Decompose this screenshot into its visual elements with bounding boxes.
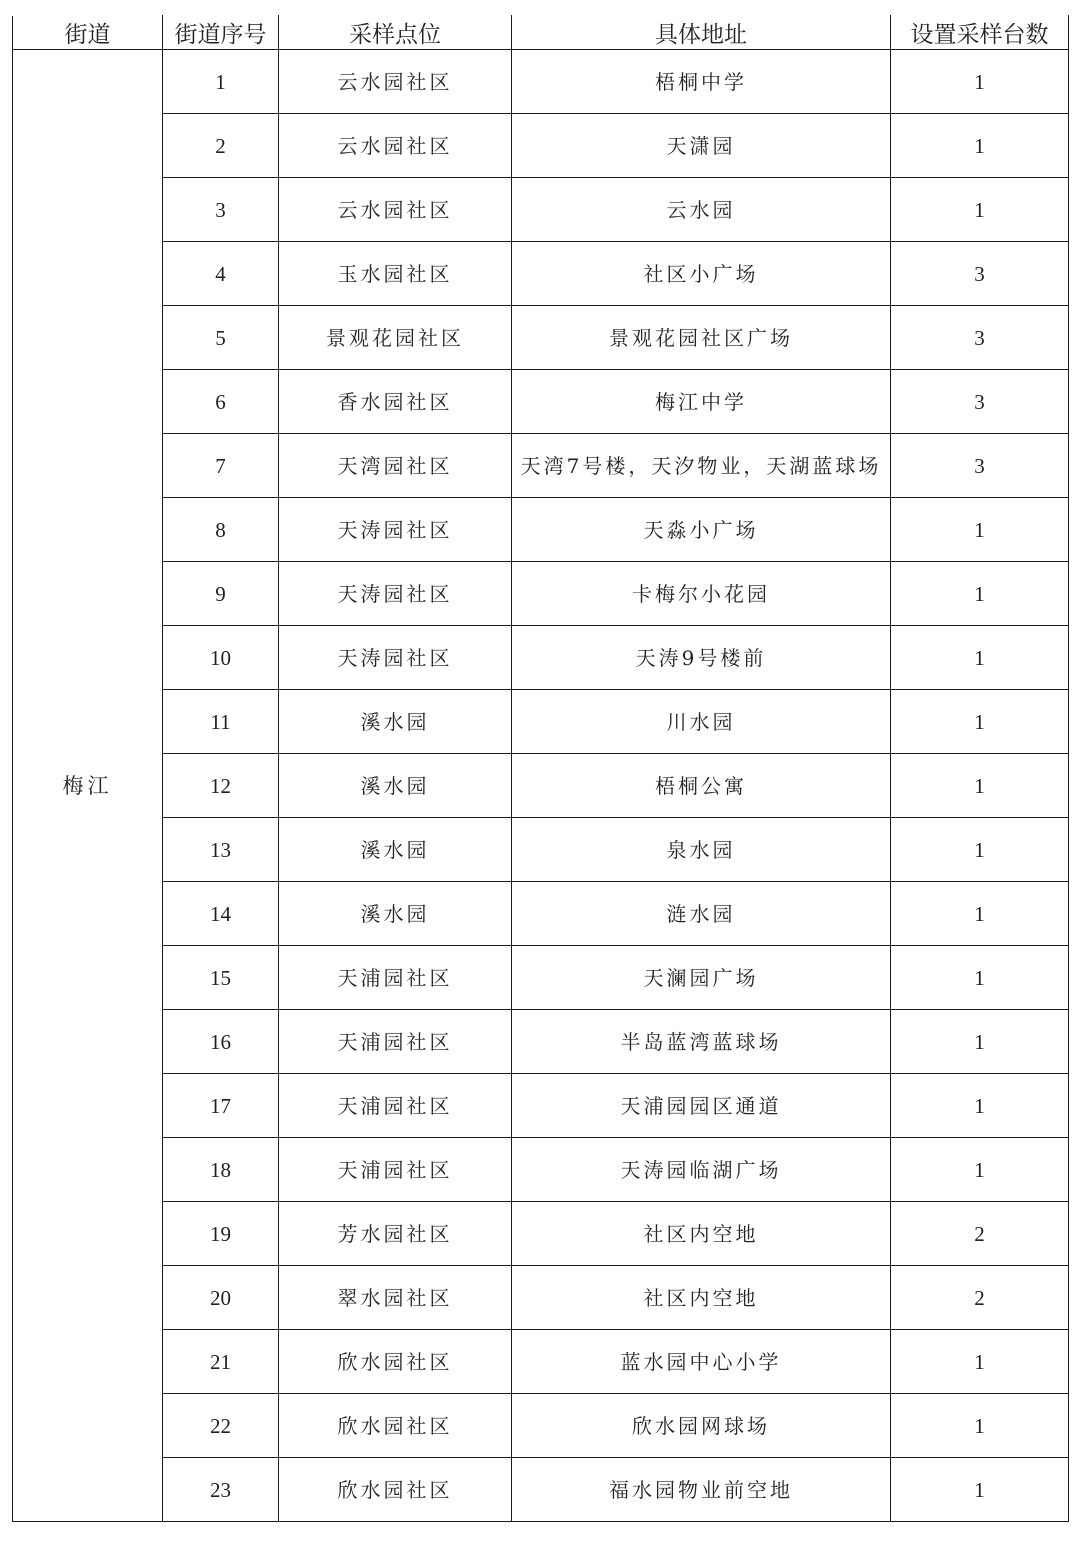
table-row (13, 1394, 1069, 1458)
table-row (13, 306, 1069, 370)
table-row (13, 690, 1069, 754)
sampling-site-cell: 天浦园社区 (279, 1074, 512, 1138)
station-count-cell: 2 (891, 1266, 1069, 1330)
station-count-cell: 1 (891, 754, 1069, 818)
sampling-site-cell: 溪水园 (279, 690, 512, 754)
sampling-site-cell: 溪水园 (279, 882, 512, 946)
station-count-cell: 1 (891, 562, 1069, 626)
station-count-cell: 2 (891, 1202, 1069, 1266)
station-count-cell: 1 (891, 1010, 1069, 1074)
street-number-cell: 18 (163, 1138, 279, 1202)
header-street: 街道 (13, 16, 163, 50)
station-count-cell: 1 (891, 946, 1069, 1010)
table-row (13, 1202, 1069, 1266)
station-count-cell: 1 (891, 1394, 1069, 1458)
street-number-cell: 14 (163, 882, 279, 946)
address-cell: 云水园 (512, 178, 891, 242)
table-row (13, 1266, 1069, 1330)
sampling-site-cell: 天浦园社区 (279, 1010, 512, 1074)
station-count-cell: 1 (891, 1458, 1069, 1522)
sampling-site-cell: 天涛园社区 (279, 562, 512, 626)
table-row (13, 946, 1069, 1010)
address-cell: 欣水园网球场 (512, 1394, 891, 1458)
address-cell: 梅江中学 (512, 370, 891, 434)
sampling-site-cell: 欣水园社区 (279, 1394, 512, 1458)
street-number-cell: 1 (163, 50, 279, 114)
sampling-site-cell: 玉水园社区 (279, 242, 512, 306)
sampling-site-cell: 香水园社区 (279, 370, 512, 434)
sampling-site-cell: 景观花园社区 (279, 306, 512, 370)
table-row (13, 1138, 1069, 1202)
sampling-site-cell: 天浦园社区 (279, 946, 512, 1010)
sampling-site-cell: 云水园社区 (279, 114, 512, 178)
address-cell: 天澜园广场 (512, 946, 891, 1010)
table-row (13, 626, 1069, 690)
header-station-count: 设置采样台数 (891, 16, 1069, 50)
address-cell: 涟水园 (512, 882, 891, 946)
address-cell: 社区内空地 (512, 1266, 891, 1330)
street-number-cell: 21 (163, 1330, 279, 1394)
station-count-cell: 1 (891, 882, 1069, 946)
table-row (13, 754, 1069, 818)
table-row (13, 882, 1069, 946)
sampling-site-cell: 欣水园社区 (279, 1330, 512, 1394)
station-count-cell: 3 (891, 306, 1069, 370)
street-number-cell: 20 (163, 1266, 279, 1330)
sampling-site-cell: 芳水园社区 (279, 1202, 512, 1266)
street-number-cell: 15 (163, 946, 279, 1010)
street-number-cell: 9 (163, 562, 279, 626)
station-count-cell: 1 (891, 178, 1069, 242)
sampling-site-cell: 溪水园 (279, 818, 512, 882)
address-cell: 半岛蓝湾蓝球场 (512, 1010, 891, 1074)
street-name-cell: 梅江 (13, 50, 163, 1522)
street-number-cell: 19 (163, 1202, 279, 1266)
street-number-cell: 16 (163, 1010, 279, 1074)
station-count-cell: 3 (891, 370, 1069, 434)
address-cell: 梧桐中学 (512, 50, 891, 114)
table-row (13, 370, 1069, 434)
header-address: 具体地址 (512, 16, 891, 50)
address-cell: 天涛园临湖广场 (512, 1138, 891, 1202)
street-number-cell: 22 (163, 1394, 279, 1458)
sampling-site-cell: 天浦园社区 (279, 1138, 512, 1202)
station-count-cell: 3 (891, 434, 1069, 498)
table-row (13, 1074, 1069, 1138)
sampling-site-cell: 云水园社区 (279, 50, 512, 114)
table-row (13, 1010, 1069, 1074)
address-cell: 天湾7号楼，天汐物业，天湖蓝球场 (512, 434, 891, 498)
station-count-cell: 1 (891, 50, 1069, 114)
header-sampling-site: 采样点位 (279, 16, 512, 50)
station-count-cell: 1 (891, 1074, 1069, 1138)
address-cell: 景观花园社区广场 (512, 306, 891, 370)
street-number-cell: 10 (163, 626, 279, 690)
sampling-site-cell: 翠水园社区 (279, 1266, 512, 1330)
table-row (13, 178, 1069, 242)
street-number-cell: 3 (163, 178, 279, 242)
street-number-cell: 13 (163, 818, 279, 882)
table-row (13, 1330, 1069, 1394)
street-number-cell: 5 (163, 306, 279, 370)
address-cell: 蓝水园中心小学 (512, 1330, 891, 1394)
sampling-site-cell: 溪水园 (279, 754, 512, 818)
street-number-cell: 12 (163, 754, 279, 818)
street-number-cell: 6 (163, 370, 279, 434)
station-count-cell: 1 (891, 498, 1069, 562)
address-cell: 天浦园园区通道 (512, 1074, 891, 1138)
sampling-site-cell: 欣水园社区 (279, 1458, 512, 1522)
table-row (13, 114, 1069, 178)
address-cell: 福水园物业前空地 (512, 1458, 891, 1522)
table-row (13, 242, 1069, 306)
station-count-cell: 1 (891, 626, 1069, 690)
station-count-cell: 1 (891, 818, 1069, 882)
address-cell: 卡梅尔小花园 (512, 562, 891, 626)
sampling-site-cell: 云水园社区 (279, 178, 512, 242)
street-number-cell: 2 (163, 114, 279, 178)
table-row (13, 50, 1069, 114)
sampling-site-cell: 天涛园社区 (279, 626, 512, 690)
address-cell: 天潇园 (512, 114, 891, 178)
station-count-cell: 3 (891, 242, 1069, 306)
station-count-cell: 1 (891, 1138, 1069, 1202)
table-row (13, 1458, 1069, 1522)
table-body (13, 50, 1069, 1522)
station-count-cell: 1 (891, 114, 1069, 178)
table-row (13, 562, 1069, 626)
station-count-cell: 1 (891, 1330, 1069, 1394)
table-row (13, 498, 1069, 562)
station-count-cell: 1 (891, 690, 1069, 754)
address-cell: 梧桐公寓 (512, 754, 891, 818)
address-cell: 天涛9号楼前 (512, 626, 891, 690)
street-number-cell: 23 (163, 1458, 279, 1522)
sampling-site-cell: 天湾园社区 (279, 434, 512, 498)
street-number-cell: 17 (163, 1074, 279, 1138)
street-number-cell: 4 (163, 242, 279, 306)
address-cell: 泉水园 (512, 818, 891, 882)
header-street-number: 街道序号 (163, 16, 279, 50)
sampling-sites-table (12, 15, 1069, 1522)
address-cell: 社区内空地 (512, 1202, 891, 1266)
address-cell: 社区小广场 (512, 242, 891, 306)
street-number-cell: 8 (163, 498, 279, 562)
table-row (13, 818, 1069, 882)
sampling-site-cell: 天涛园社区 (279, 498, 512, 562)
header-row (13, 16, 1069, 50)
address-cell: 川水园 (512, 690, 891, 754)
street-number-cell: 7 (163, 434, 279, 498)
table-row (13, 434, 1069, 498)
address-cell: 天淼小广场 (512, 498, 891, 562)
street-number-cell: 11 (163, 690, 279, 754)
